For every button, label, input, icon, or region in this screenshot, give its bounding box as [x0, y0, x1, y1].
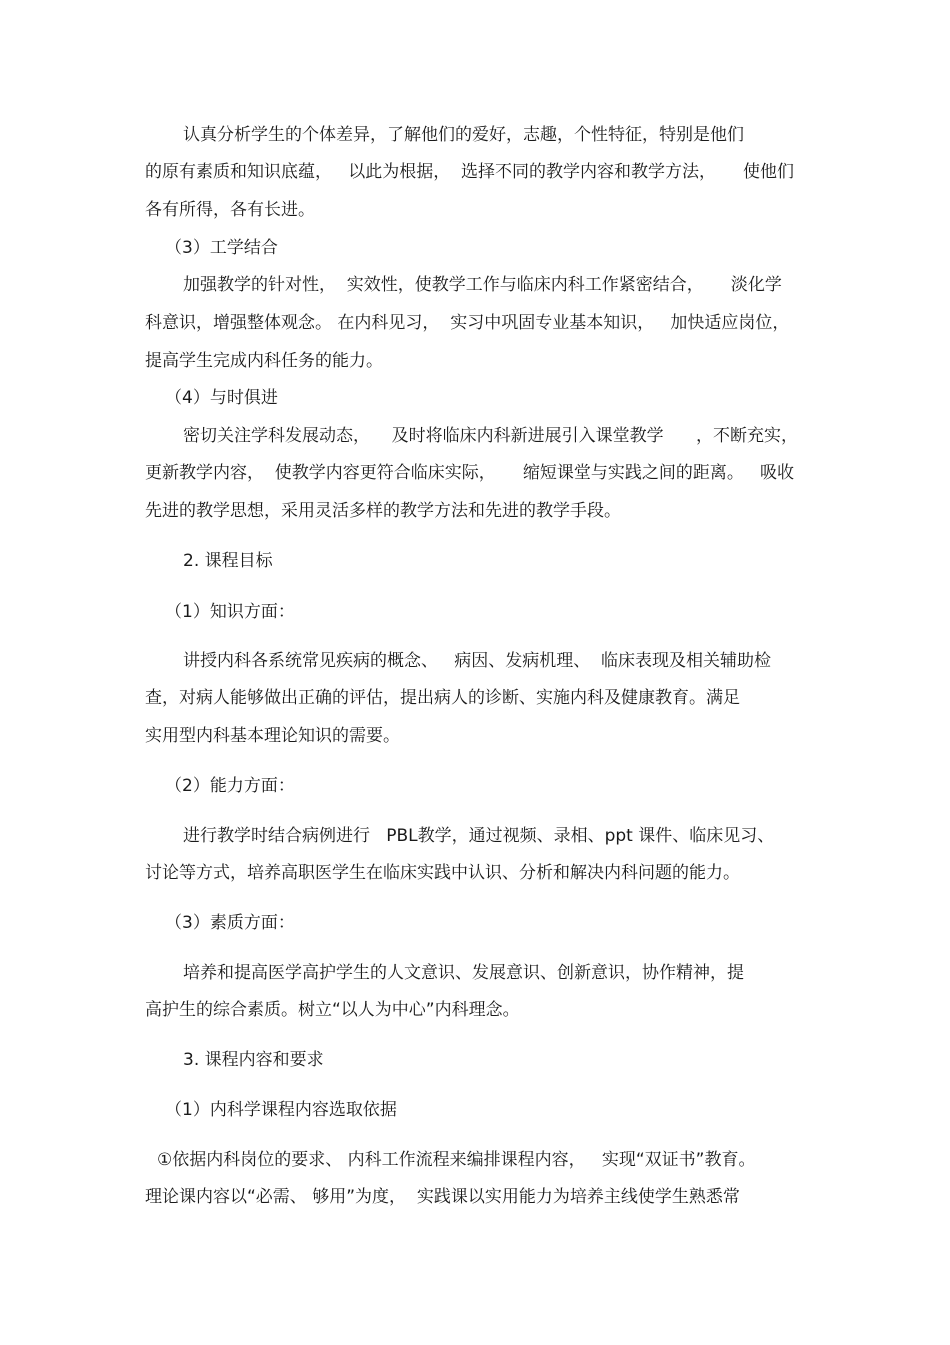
paragraph-line: 科意识，增强整体观念。 在内科见习， 实习中巩固专业基本知识， 加快适应岗位，	[145, 313, 790, 333]
paragraph-line: 加强教学的针对性， 实效性，使教学工作与临床内科工作紧密结合， 淡化学	[183, 275, 782, 295]
section-title: 3. 课程内容和要求	[183, 1050, 324, 1070]
paragraph-line: 讨论等方式，培养高职医学生在临床实践中认识、分析和解决内科问题的能力。	[145, 863, 740, 883]
paragraph-line: 先进的教学思想，采用灵活多样的教学方法和先进的教学手段。	[145, 501, 621, 521]
paragraph-line: 认真分析学生的个体差异，了解他们的爱好，志趣，个性特征，特别是他们	[183, 125, 744, 145]
subheading: （2）能力方面：	[165, 776, 295, 796]
paragraph-line: 讲授内科各系统常见疾病的概念、 病因、发病机理、 临床表现及相关辅助检	[183, 651, 772, 671]
paragraph-line: 各有所得，各有长进。	[145, 200, 315, 220]
subheading: （3）素质方面：	[165, 913, 295, 933]
paragraph-line: 查，对病人能够做出正确的评估，提出病人的诊断、实施内科及健康教育。满足	[145, 688, 740, 708]
subheading: （4）与时俱进	[165, 388, 278, 408]
paragraph-line: ①依据内科岗位的要求、 内科工作流程来编排课程内容， 实现“双证书”教育。	[157, 1150, 756, 1170]
paragraph-line: 密切关注学科发展动态， 及时将临床内科新进展引入课堂教学 ，不断充实，	[183, 426, 799, 446]
paragraph-line: 提高学生完成内科任务的能力。	[145, 351, 383, 371]
paragraph-line: 实用型内科基本理论知识的需要。	[145, 726, 400, 746]
paragraph-line: 高护生的综合素质。树立“以人为中心”内科理念。	[145, 1000, 520, 1020]
subheading: （1）内科学课程内容选取依据	[165, 1100, 397, 1120]
paragraph-line: 理论课内容以“必需、 够用”为度， 实践课以实用能力为培养主线使学生熟悉常	[145, 1187, 740, 1207]
paragraph-line: 的原有素质和知识底蕴， 以此为根据， 选择不同的教学内容和教学方法， 使他们	[145, 162, 795, 182]
paragraph-line: 培养和提高医学高护学生的人文意识、发展意识、创新意识，协作精神，提	[183, 963, 744, 983]
section-title: 2. 课程目标	[183, 551, 273, 571]
subheading: （3）工学结合	[165, 238, 278, 258]
subheading: （1）知识方面：	[165, 602, 295, 622]
paragraph-line: 进行教学时结合病例进行 PBL教学，通过视频、录相、ppt 课件、临床见习、	[183, 826, 775, 846]
paragraph-line: 更新教学内容， 使教学内容更符合临床实际， 缩短课堂与实践之间的距离。 吸收	[145, 463, 795, 483]
